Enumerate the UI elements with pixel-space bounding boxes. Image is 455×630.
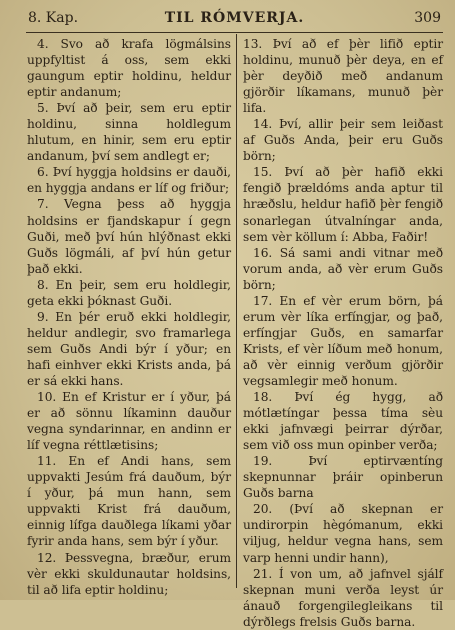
verse-16: 16. Sá sami andi vitnar með vorum anda, að vèr erum Guðs börn; [243,245,443,292]
verse-15: 15. Því að þèr hafið ekki fengið þrældóms anda aptur til hræðslu, heldur hafið þèr fengið sonarlegan útvalníngar anda, sem vèr köllum í: Abba, Faðir! [243,165,443,244]
page-title: TIL RÓMVERJA. [164,10,305,26]
verse-21: 21. Í von um, að jafnvel sjálf skepnan muni verða leyst úr ánauð forgengilegleikans til dýrðlegs frelsis Guðs barna. [243,566,443,629]
verse-8: 8. En þeir, sem eru holdlegir, geta ekki þóknast Guði. [27,277,231,308]
verse-5: 5. Því að þeir, sem eru eptir holdinu, sinna holdlegum hlutum, en hinir, sem eru eptir andanum, því sem andlegt er; [27,101,231,164]
verse-11: 11. En ef Andi hans, sem uppvakti Jesúm frá dauðum, býr í yður, þá mun hann, sem uppvakti Krist frá dauðum, einnig lífga dauðlega líkami yðar fyrir anda hans, sem býr í yður. [27,454,231,549]
left-column [27,36,231,598]
running-header [28,8,441,28]
chapter-label: 8. Kap. [28,10,79,26]
verse-4: 4. Svo að krafa lögmálsins uppfyltist á oss, sem ekki gaungum eptir holdinu, heldur eptir andanum; [27,37,231,100]
header-rule [26,32,443,33]
page-number: 309 [414,10,441,26]
column-divider [236,34,237,588]
verse-20: 20. (Því að skepnan er undirorpin hègómanum, ekki viljug, heldur vegna hans, sem varp henni undir hann), [243,502,443,565]
verse-12: 12. Þessvegna, bræður, erum vèr ekki skuldunautar holdsins, til að lifa eptir holdinu; [27,550,231,597]
right-column [243,36,443,630]
verse-19: 19. Því eptirvæntíng skepnunnar þráir opinberun Guðs barna [243,454,443,501]
verse-7: 7. Vegna þess að hyggja holdsins er fjandskapur í gegn Guði, með því hún hlýðnast ekki Guðs lögmáli, af því hún getur það ekki. [27,197,231,276]
verse-13: 13. Því að ef þèr lifið eptir holdinu, munuð þèr deya, en ef þèr deyðið með andanum gjörðir líkamans, munuð þèr lifa. [243,37,443,116]
verse-10: 10. En ef Kristur er í yður, þá er að sönnu líkaminn dauður vegna syndarinnar, en andinn er líf vegna réttlætisins; [27,390,231,453]
verse-9: 9. En þér eruð ekki holdlegir, heldur andlegir, svo framarlega sem Guðs Andi býr í yður; en hafi einhver ekki Krists anda, þá er sá ekki hans. [27,309,231,388]
verse-18: 18. Því ég hygg, að mótlætíngar þessa tíma sèu ekki jafnvægi þeirrar dýrðar, sem við oss mun opinber verða; [243,390,443,453]
verse-14: 14. Því, allir þeir sem leiðast af Guðs Anda, þeir eru Guðs börn; [243,117,443,164]
verse-6: 6. Því hyggja holdsins er dauði, en hyggja andans er líf og friður; [27,165,231,196]
verse-17: 17. En ef vèr erum börn, þá erum vèr líka erfíngjar, og það, erfíngjar Guðs, en samarfar Krists, ef vèr líðum með honum, að vèr einnig verðum gjörðir vegsamlegir með honum. [243,293,443,388]
